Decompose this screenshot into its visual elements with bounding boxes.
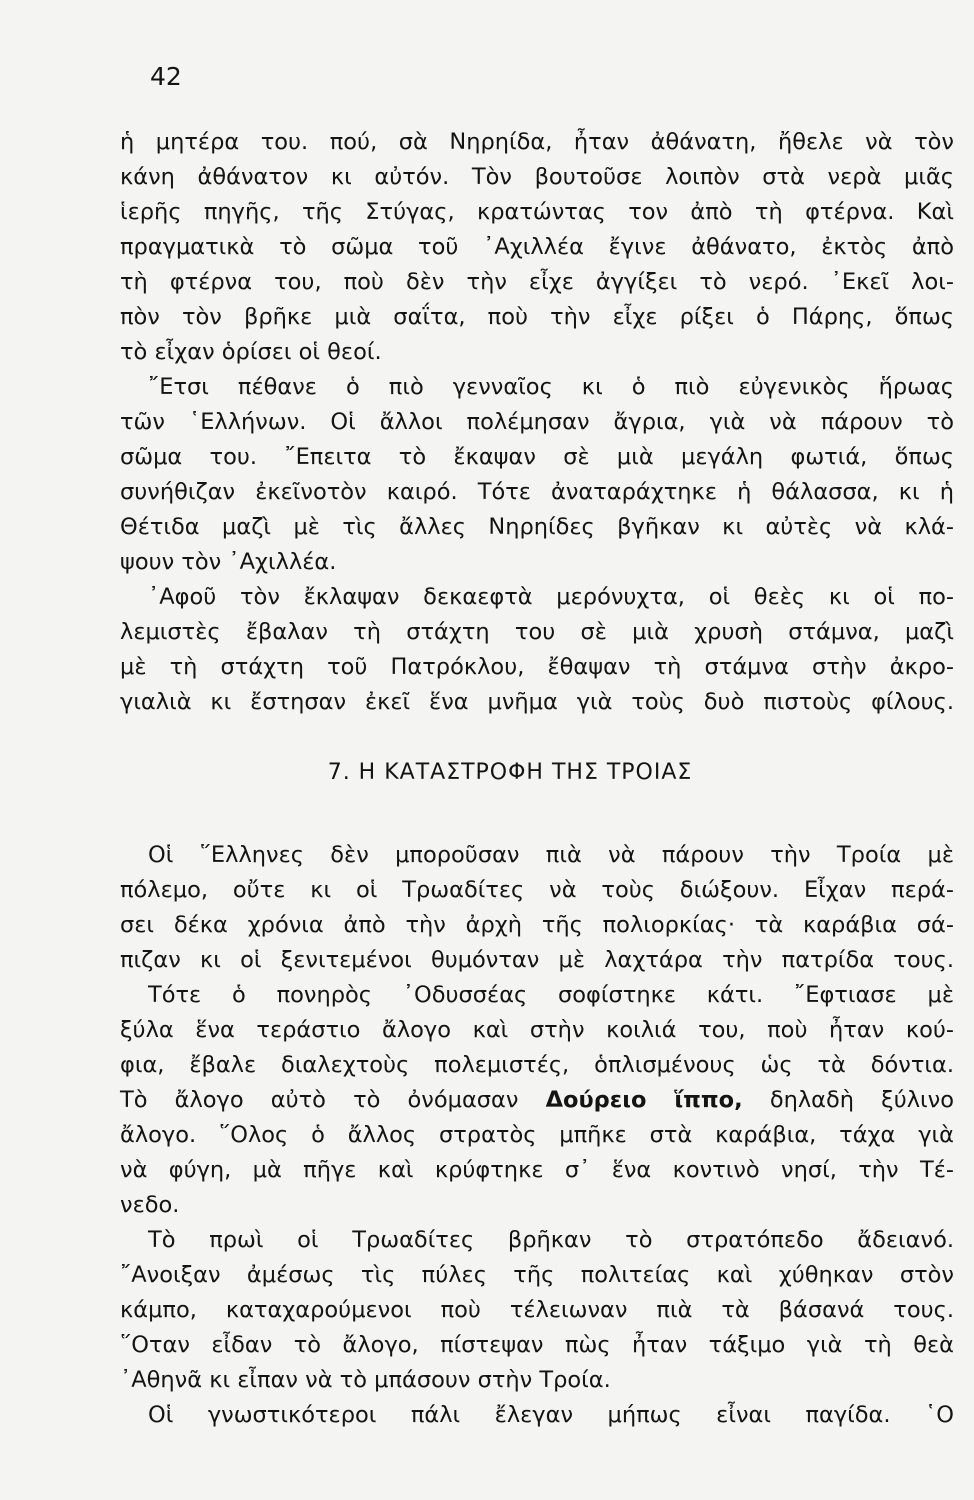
text-line: συνήθιζαν ἐκεῖνοτὸν καιρό. Τότε ἀναταράχτηκε ἡ θάλασσα, κι ἡ [120,479,954,505]
text-line: Οἱ γνωστικότεροι πάλι ἔλεγαν μήπως εἶναι παγίδα. ῾Ο [148,1402,954,1428]
text-segment: Τὸ ἄλογο αὐτὸ τὸ ὀνόμασαν [120,1087,546,1113]
text-line: ᾿Αθηνᾶ κι εἶπαν νὰ τὸ μπάσουν στὴν Τροία. [120,1367,611,1393]
text-line: ῎Ανοιξαν ἀμέσως τὶς πύλες τῆς πολιτείας καὶ χύθηκαν στὸν [120,1262,954,1288]
text-line: Θέτιδα μαζὶ μὲ τὶς ἄλλες Νηρηίδες βγῆκαν κι αὐτὲς νὰ κλά- [120,514,954,540]
text-line: Τὸ πρωὶ οἱ Τρωαδίτες βρῆκαν τὸ στρατόπεδο ἄδειανό. [148,1227,954,1253]
text-line: ᾿Αφοῦ τὸν ἔκλαψαν δεκαεφτὰ μερόνυχτα, οἱ θεὲς κι οἱ πο- [148,584,954,610]
text-line: τῶν ῾Ελλήνων. Οἱ ἄλλοι πολέμησαν ἄγρια, γιὰ νὰ πάρουν τὸ [120,409,954,435]
text-line: σῶμα του. ῎Επειτα τὸ ἔκαψαν σὲ μιὰ μεγάλη φωτιά, ὅπως [120,444,954,470]
text-line: τὸ εἶχαν ὁρίσει οἱ θεοί. [120,339,382,365]
text-segment: δηλαδὴ ξύλινο [742,1087,954,1113]
text-line: Τότε ὁ πονηρὸς ᾿Οδυσσέας σοφίστηκε κάτι. ῎Εφτιασε μὲ [148,982,954,1008]
text-line: νὰ φύγη, μὰ πῆγε καὶ κρύφτηκε σ᾿ ἕνα κοντινὸ νησί, τὴν Τέ- [120,1157,954,1183]
text-line: κάνη ἀθάνατον κι αὐτόν. Τὸν βουτοῦσε λοιπὸν στὰ νερὰ μιᾶς [120,164,954,190]
text-line: ἡ μητέρα του. πού, σὰ Νηρηίδα, ἦταν ἀθάνατη, ἤθελε νὰ τὸν [120,129,954,155]
text-line: ψουν τὸν ᾿Αχιλλέα. [120,549,337,575]
text-line: πιζαν κι οἱ ξενιτεμένοι θυμόνταν μὲ λαχτάρα τὴν πατρίδα τους. [120,947,954,973]
text-line: ἄλογο. ῞Ολος ὁ ἄλλος στρατὸς μπῆκε στὰ καράβια, τάχα γιὰ [120,1122,954,1148]
text-line: ἱερῆς πηγῆς, τῆς Στύγας, κρατώντας τον ἀπὸ τὴ φτέρνα. Καὶ [120,199,954,225]
text-line: πόλεμο, οὔτε κι οἱ Τρωαδίτες νὰ τοὺς διώξουν. Εἶχαν περά- [120,877,954,903]
text-line [120,1083,954,1117]
text-line: τὴ φτέρνα του, ποὺ δὲν τὴν εἶχε ἀγγίξει τὸ νερό. ᾿Εκεῖ λοι- [120,269,954,295]
chapter-heading: 7. Η ΚΑΤΑΣΤΡΟΦΗ ΤΗΣ ΤΡΟΙΑΣ [327,760,693,785]
text-line: ῞Οταν εἶδαν τὸ ἄλογο, πίστεψαν πὼς ἦταν τάξιμο γιὰ τὴ θεὰ [120,1332,954,1358]
bold-term-dourios-ippos: Δούρειο ἵππο, [545,1087,743,1113]
text-line: πὸν τὸν βρῆκε μιὰ σαΐτα, ποὺ τὴν εἶχε ρίξει ὁ Πάρης, ὅπως [120,304,954,330]
page-number: 42 [150,62,182,91]
text-line: ῎Ετσι πέθανε ὁ πιὸ γενναῖος κι ὁ πιὸ εὐγενικὸς ἥρωας [148,374,954,400]
text-line: πραγματικὰ τὸ σῶμα τοῦ ᾿Αχιλλέα ἔγινε ἀθάνατο, ἐκτὸς ἀπὸ [120,234,954,260]
text-line: γιαλιὰ κι ἔστησαν ἐκεῖ ἕνα μνῆμα γιὰ τοὺς δυὸ πιστοὺς φίλους. [120,689,954,715]
text-line: φια, ἔβαλε διαλεχτοὺς πολεμιστές, ὁπλισμένους ὡς τὰ δόντια. [120,1052,954,1078]
text-line: Οἱ ῞Ελληνες δὲν μποροῦσαν πιὰ νὰ πάρουν τὴν Τροία μὲ [148,842,954,868]
text-line: μὲ τὴ στάχτη τοῦ Πατρόκλου, ἔθαψαν τὴ στάμνα στὴν ἀκρο- [120,654,954,680]
text-line: σει δέκα χρόνια ἀπὸ τὴν ἀρχὴ τῆς πολιορκίας· τὰ καράβια σά- [120,912,954,938]
text-line: κάμπο, καταχαρούμενοι ποὺ τέλειωναν πιὰ τὰ βάσανά τους. [120,1297,954,1323]
text-line: ξύλα ἕνα τεράστιο ἄλογο καὶ στὴν κοιλιά του, ποὺ ἦταν κού- [120,1017,954,1043]
text-line: λεμιστὲς ἔβαλαν τὴ στάχτη του σὲ μιὰ χρυσὴ στάμνα, μαζὶ [120,619,954,645]
text-line: νεδο. [120,1192,180,1218]
